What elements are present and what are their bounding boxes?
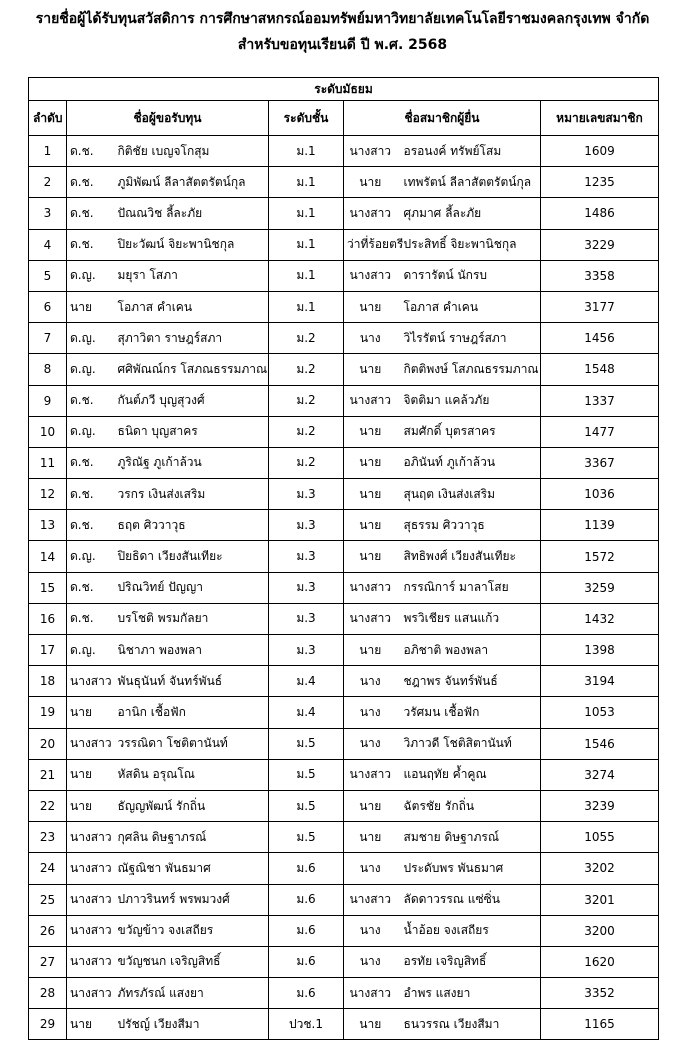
student-title: นางสาว xyxy=(67,978,112,1009)
row-number: 1 xyxy=(29,136,67,167)
member-id: 1572 xyxy=(541,541,659,572)
row-number: 9 xyxy=(29,385,67,416)
table-row xyxy=(29,229,659,260)
grade-level: ม.6 xyxy=(269,884,344,915)
student-name: พันธุนันท์ จันทร์พันธ์ xyxy=(112,666,269,697)
member-id: 1055 xyxy=(541,822,659,853)
table-row xyxy=(29,479,659,510)
member-id: 3259 xyxy=(541,572,659,603)
student-name: ปัณณวิช ลี้ละภัย xyxy=(112,198,269,229)
grade-level: ม.1 xyxy=(269,229,344,260)
student-name: วรกร เงินส่งเสริม xyxy=(112,479,269,510)
member-title: นาง xyxy=(344,728,398,759)
member-id: 1609 xyxy=(541,136,659,167)
member-name: อรทัย เจริญสิทธิ์ xyxy=(398,946,541,977)
member-name: กิตติพงษ์ โสภณธรรมภาณ xyxy=(398,354,541,385)
page-title: รายชื่อผู้ได้รับทุนสวัสดิการ การศึกษาสหกรณ์ออมทรัพย์มหาวิทยาลัยเทคโนโลยีราชมงคลกรุงเทพ จำกัด xyxy=(35,11,650,27)
table-row xyxy=(29,635,659,666)
member-title: นาย xyxy=(344,790,398,821)
table-row xyxy=(29,510,659,541)
member-name: อภินันท์ ภูเก้าล้วน xyxy=(398,447,541,478)
member-id: 1235 xyxy=(541,167,659,198)
table-row xyxy=(29,416,659,447)
grade-level: ม.3 xyxy=(269,572,344,603)
table-row xyxy=(29,853,659,884)
table-body xyxy=(29,136,659,1040)
member-name: ธนวรรณ เวียงสีมา xyxy=(398,1009,541,1040)
row-number: 20 xyxy=(29,728,67,759)
table-row xyxy=(29,822,659,853)
member-name: สมศักดิ์ บุตรสาคร xyxy=(398,416,541,447)
grade-level: ม.1 xyxy=(269,167,344,198)
member-title: นาย xyxy=(344,1009,398,1040)
grade-level: ม.2 xyxy=(269,385,344,416)
grade-level: ปวช.1 xyxy=(269,1009,344,1040)
student-title: นางสาว xyxy=(67,853,112,884)
member-name: สุธรรม ศิววาวุธ xyxy=(398,510,541,541)
table-row xyxy=(29,323,659,354)
member-title: นาย xyxy=(344,510,398,541)
column-header-level: ระดับชั้น xyxy=(269,101,344,136)
table-row xyxy=(29,978,659,1009)
member-id: 3358 xyxy=(541,260,659,291)
column-header-row xyxy=(29,101,659,136)
row-number: 2 xyxy=(29,167,67,198)
student-name: ขวัญชนก เจริญสิทธิ์ xyxy=(112,946,269,977)
grade-level: ม.3 xyxy=(269,510,344,541)
grade-level: ม.2 xyxy=(269,323,344,354)
row-number: 28 xyxy=(29,978,67,1009)
table-row xyxy=(29,385,659,416)
student-name: ปภาวรินทร์ พรพมวงศ์ xyxy=(112,884,269,915)
member-name: จิตติมา แคล้วภัย xyxy=(398,385,541,416)
grade-level: ม.3 xyxy=(269,603,344,634)
member-name: วิภาวดี โชติสิตานันท์ xyxy=(398,728,541,759)
member-name: น้ำอ้อย จงเสถียร xyxy=(398,915,541,946)
student-name: ธฤต ศิววาวุธ xyxy=(112,510,269,541)
table-row xyxy=(29,572,659,603)
student-title: นาย xyxy=(67,291,112,322)
student-title: นางสาว xyxy=(67,728,112,759)
grade-level: ม.4 xyxy=(269,666,344,697)
member-id: 1432 xyxy=(541,603,659,634)
grade-level: ม.6 xyxy=(269,853,344,884)
member-title: นางสาว xyxy=(344,759,398,790)
student-title: ด.ช. xyxy=(67,603,112,634)
member-title: นางสาว xyxy=(344,884,398,915)
column-header-student: ชื่อผู้ขอรับทุน xyxy=(67,101,269,136)
student-name: อานิก เชื้อฟัก xyxy=(112,697,269,728)
student-name: ธนิดา บุญสาคร xyxy=(112,416,269,447)
member-id: 1165 xyxy=(541,1009,659,1040)
row-number: 12 xyxy=(29,479,67,510)
table-row xyxy=(29,697,659,728)
table-row xyxy=(29,260,659,291)
row-number: 26 xyxy=(29,915,67,946)
student-name: หัสดิน อรุณโณ xyxy=(112,759,269,790)
member-title: นาย xyxy=(344,291,398,322)
row-number: 27 xyxy=(29,946,67,977)
section-label: ระดับมัธยม xyxy=(29,78,659,101)
student-title: ด.ญ. xyxy=(67,416,112,447)
student-title: ด.ช. xyxy=(67,167,112,198)
student-title: ด.ช. xyxy=(67,229,112,260)
member-id: 3194 xyxy=(541,666,659,697)
student-name: ปิยธิดา เวียงสันเทียะ xyxy=(112,541,269,572)
row-number: 8 xyxy=(29,354,67,385)
row-number: 21 xyxy=(29,759,67,790)
member-name: โอภาส คำเคน xyxy=(398,291,541,322)
table-row xyxy=(29,728,659,759)
grade-level: ม.2 xyxy=(269,447,344,478)
row-number: 25 xyxy=(29,884,67,915)
student-title: ด.ญ. xyxy=(67,354,112,385)
table-row xyxy=(29,1009,659,1040)
member-title: นางสาว xyxy=(344,978,398,1009)
member-id: 1620 xyxy=(541,946,659,977)
member-name: อำพร แสงยา xyxy=(398,978,541,1009)
member-id: 1486 xyxy=(541,198,659,229)
grade-level: ม.5 xyxy=(269,790,344,821)
student-name: ปิยะวัฒน์ จิยะพานิชกุล xyxy=(112,229,269,260)
member-name: สมชาย ดิษฐาภรณ์ xyxy=(398,822,541,853)
row-number: 29 xyxy=(29,1009,67,1040)
grade-level: ม.1 xyxy=(269,136,344,167)
student-title: ด.ช. xyxy=(67,198,112,229)
table-row xyxy=(29,946,659,977)
row-number: 17 xyxy=(29,635,67,666)
member-name: ดารารัตน์ นักรบ xyxy=(398,260,541,291)
member-title: นางสาว xyxy=(344,385,398,416)
table-row xyxy=(29,915,659,946)
member-id: 1548 xyxy=(541,354,659,385)
page-subtitle: สำหรับขอทุนเรียนดี ปี พ.ศ. 2568 xyxy=(237,37,448,53)
member-name: ประสิทธิ์ จิยะพานิชกุล xyxy=(398,229,541,260)
grade-level: ม.5 xyxy=(269,728,344,759)
student-name: วรรณิดา โชติตานันท์ xyxy=(112,728,269,759)
student-title: ด.ญ. xyxy=(67,323,112,354)
grade-level: ม.3 xyxy=(269,541,344,572)
row-number: 4 xyxy=(29,229,67,260)
table-row xyxy=(29,541,659,572)
member-name: กรรณิการ์ มาลาโสย xyxy=(398,572,541,603)
section-header-row xyxy=(29,78,659,101)
member-id: 3201 xyxy=(541,884,659,915)
member-title: นางสาว xyxy=(344,572,398,603)
member-id: 1053 xyxy=(541,697,659,728)
student-name: โอภาส คำเคน xyxy=(112,291,269,322)
member-name: อภิชาติ พองพลา xyxy=(398,635,541,666)
member-title: นาง xyxy=(344,666,398,697)
member-name: ลัดดาวรรณ แซ่ซิ่น xyxy=(398,884,541,915)
row-number: 23 xyxy=(29,822,67,853)
member-title: นางสาว xyxy=(344,603,398,634)
student-name: ภูมิพัฒน์ ลีลาสัตตรัตน์กุล xyxy=(112,167,269,198)
student-title: ด.ญ. xyxy=(67,635,112,666)
member-name: อรอนงค์ ทรัพย์โสม xyxy=(398,136,541,167)
table-row xyxy=(29,884,659,915)
student-title: นางสาว xyxy=(67,915,112,946)
grade-level: ม.4 xyxy=(269,697,344,728)
member-id: 1139 xyxy=(541,510,659,541)
table-row xyxy=(29,759,659,790)
member-name: เทพรัตน์ ลีลาสัตตรัตน์กุล xyxy=(398,167,541,198)
member-id: 3200 xyxy=(541,915,659,946)
member-id: 1036 xyxy=(541,479,659,510)
row-number: 24 xyxy=(29,853,67,884)
grade-level: ม.6 xyxy=(269,915,344,946)
row-number: 7 xyxy=(29,323,67,354)
student-name: ธัญญพัฒน์ รักถิ่น xyxy=(112,790,269,821)
member-name: ชฎาพร จันทร์พันธ์ xyxy=(398,666,541,697)
student-name: กิติชัย เบญจโกสุม xyxy=(112,136,269,167)
grade-level: ม.1 xyxy=(269,260,344,291)
row-number: 5 xyxy=(29,260,67,291)
row-number: 22 xyxy=(29,790,67,821)
student-title: ด.ญ. xyxy=(67,541,112,572)
member-name: วิไรรัตน์ ราษฎร์สภา xyxy=(398,323,541,354)
grade-level: ม.3 xyxy=(269,635,344,666)
member-title: ว่าที่ร้อยตรี xyxy=(344,229,398,260)
student-title: ด.ช. xyxy=(67,510,112,541)
student-title: นาย xyxy=(67,790,112,821)
row-number: 3 xyxy=(29,198,67,229)
member-id: 3352 xyxy=(541,978,659,1009)
grade-level: ม.6 xyxy=(269,978,344,1009)
member-id: 3274 xyxy=(541,759,659,790)
member-title: นาย xyxy=(344,541,398,572)
row-number: 10 xyxy=(29,416,67,447)
member-title: นางสาว xyxy=(344,260,398,291)
member-title: นาย xyxy=(344,167,398,198)
student-name: มยุรา โสภา xyxy=(112,260,269,291)
member-id: 1546 xyxy=(541,728,659,759)
table-row xyxy=(29,136,659,167)
member-id: 1337 xyxy=(541,385,659,416)
student-title: นาย xyxy=(67,759,112,790)
member-id: 1456 xyxy=(541,323,659,354)
member-title: นาง xyxy=(344,853,398,884)
student-name: ปรัชญ์ เวียงสีมา xyxy=(112,1009,269,1040)
table-row xyxy=(29,167,659,198)
student-name: ขวัญข้าว จงเสถียร xyxy=(112,915,269,946)
student-title: นาย xyxy=(67,697,112,728)
member-title: นางสาว xyxy=(344,198,398,229)
student-name: ณัฐณิชา พันธมาศ xyxy=(112,853,269,884)
grade-level: ม.1 xyxy=(269,291,344,322)
table-row xyxy=(29,603,659,634)
table-row xyxy=(29,790,659,821)
grade-level: ม.1 xyxy=(269,198,344,229)
member-title: นาย xyxy=(344,635,398,666)
student-name: กันต์ภวี บุญสุวงศ์ xyxy=(112,385,269,416)
member-title: นาย xyxy=(344,354,398,385)
member-name: วรัศมน เชื้อฟัก xyxy=(398,697,541,728)
student-title: ด.ช. xyxy=(67,385,112,416)
row-number: 18 xyxy=(29,666,67,697)
member-name: สุนฤต เงินส่งเสริม xyxy=(398,479,541,510)
member-name: ประดับพร พันธมาศ xyxy=(398,853,541,884)
row-number: 14 xyxy=(29,541,67,572)
member-id: 3367 xyxy=(541,447,659,478)
member-id: 3202 xyxy=(541,853,659,884)
member-title: นาง xyxy=(344,915,398,946)
student-name: ศศิพัณณ์กร โสภณธรรมภาณ xyxy=(112,354,269,385)
table-row xyxy=(29,354,659,385)
member-title: นาง xyxy=(344,697,398,728)
student-title: ด.ช. xyxy=(67,136,112,167)
student-title: นางสาว xyxy=(67,822,112,853)
member-title: นาย xyxy=(344,822,398,853)
table-row xyxy=(29,666,659,697)
column-header-member: ชื่อสมาชิกผู้ยื่น xyxy=(344,101,541,136)
member-title: นางสาว xyxy=(344,136,398,167)
column-header-member-id: หมายเลขสมาชิก xyxy=(541,101,659,136)
student-name: บรโชติ พรมกัลยา xyxy=(112,603,269,634)
member-id: 1398 xyxy=(541,635,659,666)
member-id: 3239 xyxy=(541,790,659,821)
student-title: ด.ช. xyxy=(67,447,112,478)
student-title: นางสาว xyxy=(67,946,112,977)
student-name: ภูริณัฐ ภูเก้าล้วน xyxy=(112,447,269,478)
student-title: ด.ช. xyxy=(67,479,112,510)
member-name: ศุภมาศ ลี้ละภัย xyxy=(398,198,541,229)
student-title: นาย xyxy=(67,1009,112,1040)
member-name: สิทธิพงศ์ เวียงสันเทียะ xyxy=(398,541,541,572)
member-name: พรวิเชียร แสนแก้ว xyxy=(398,603,541,634)
member-title: นาง xyxy=(344,323,398,354)
student-title: นางสาว xyxy=(67,884,112,915)
table-row xyxy=(29,198,659,229)
student-name: นิชาภา พองพลา xyxy=(112,635,269,666)
row-number: 6 xyxy=(29,291,67,322)
student-title: ด.ญ. xyxy=(67,260,112,291)
member-name: ฉัตรชัย รักถิ่น xyxy=(398,790,541,821)
table-row xyxy=(29,447,659,478)
scholarship-table xyxy=(28,77,659,1040)
table-row xyxy=(29,291,659,322)
member-title: นาย xyxy=(344,479,398,510)
member-id: 3229 xyxy=(541,229,659,260)
member-title: นาย xyxy=(344,416,398,447)
grade-level: ม.3 xyxy=(269,479,344,510)
student-name: ภัทรภัรณ์ แสงยา xyxy=(112,978,269,1009)
grade-level: ม.2 xyxy=(269,354,344,385)
row-number: 15 xyxy=(29,572,67,603)
member-title: นาง xyxy=(344,946,398,977)
member-id: 1477 xyxy=(541,416,659,447)
student-name: กุศลิน ดิษฐาภรณ์ xyxy=(112,822,269,853)
row-number: 13 xyxy=(29,510,67,541)
member-name: แอนฤทัย ค้ำคูณ xyxy=(398,759,541,790)
grade-level: ม.5 xyxy=(269,759,344,790)
grade-level: ม.6 xyxy=(269,946,344,977)
student-name: สุภาวิตา ราษฎร์สภา xyxy=(112,323,269,354)
grade-level: ม.2 xyxy=(269,416,344,447)
row-number: 19 xyxy=(29,697,67,728)
student-name: ปริณวิทย์ ปัญญา xyxy=(112,572,269,603)
column-header-no: ลำดับ xyxy=(29,101,67,136)
row-number: 16 xyxy=(29,603,67,634)
student-title: นางสาว xyxy=(67,666,112,697)
row-number: 11 xyxy=(29,447,67,478)
member-id: 3177 xyxy=(541,291,659,322)
student-title: ด.ช. xyxy=(67,572,112,603)
grade-level: ม.5 xyxy=(269,822,344,853)
member-title: นาย xyxy=(344,447,398,478)
